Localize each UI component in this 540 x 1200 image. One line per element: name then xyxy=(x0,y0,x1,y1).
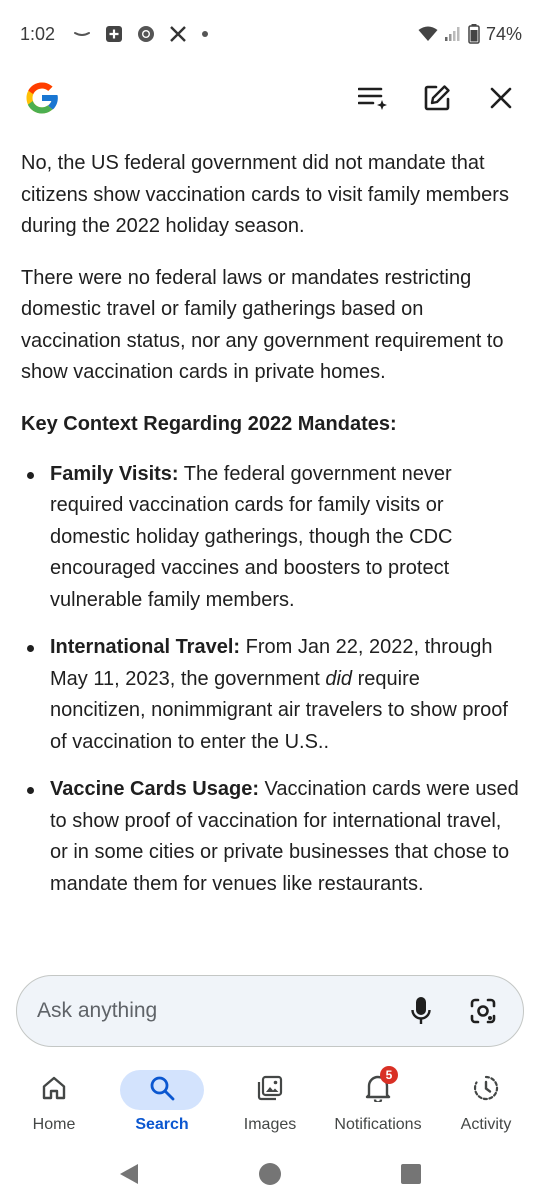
bullet-title: Vaccine Cards Usage: xyxy=(50,778,259,800)
search-icon xyxy=(149,1075,175,1106)
bullet-title: International Travel: xyxy=(50,636,241,658)
home-icon xyxy=(41,1075,67,1106)
bullet-text: require noncitizen, nonimmigrant air travelers to show proof of vaccination to enter the U.S.. xyxy=(50,667,508,753)
google-g-icon xyxy=(22,78,62,118)
nav-item-home[interactable] xyxy=(0,1062,108,1148)
system-nav xyxy=(0,1148,540,1200)
chrome-icon xyxy=(137,25,155,43)
answer-paragraph-2: There were no federal laws or mandates restricting domestic travel or family gatherings based on vaccination status, nor any government requirement to show vaccination cards in private homes. xyxy=(21,266,504,383)
dot-icon xyxy=(201,30,209,38)
list-item xyxy=(21,459,521,617)
bullet-text: The federal government never required vaccination cards for family visits or domestic holiday gatherings, though the CDC encouraged vaccines and boosters to protect vulnerable family members. xyxy=(50,462,453,611)
list-item xyxy=(21,632,521,758)
close-icon[interactable] xyxy=(484,81,518,115)
bullet-text: From Jan 22, 2022, through May 11, 2023, the government xyxy=(50,636,493,690)
nav-label-search: Search xyxy=(135,1116,189,1133)
notification-badge: 5 xyxy=(380,1066,398,1084)
nav-item-images[interactable] xyxy=(216,1062,324,1148)
battery-icon xyxy=(468,24,480,44)
back-icon[interactable] xyxy=(118,1162,140,1186)
nav-label-home: Home xyxy=(32,1116,76,1133)
nav-item-notifications[interactable] xyxy=(324,1062,432,1148)
lens-icon[interactable] xyxy=(463,991,503,1031)
wifi-icon xyxy=(418,26,438,42)
nav-label-activity: Activity xyxy=(460,1116,512,1133)
status-time: 1:02 xyxy=(20,23,56,44)
bullet-emphasis: did xyxy=(325,667,353,690)
minus-icon xyxy=(73,29,91,39)
images-icon xyxy=(256,1074,284,1107)
signal-icon xyxy=(444,26,462,42)
section-heading: Key Context Regarding 2022 Mandates: xyxy=(21,412,397,435)
home-circle-icon[interactable] xyxy=(258,1162,282,1186)
answer-content xyxy=(21,148,521,916)
nav-label-notifications: Notifications xyxy=(334,1116,422,1133)
list-sparkle-icon[interactable] xyxy=(356,81,390,115)
battery-percent: 74% xyxy=(485,23,522,44)
answer-paragraph-1: No, the US federal government did not mandate that citizens show vaccination cards to visit family members during the 2022 holiday season. xyxy=(21,152,509,237)
activity-icon xyxy=(472,1074,500,1107)
app-header xyxy=(0,68,540,128)
list-item xyxy=(21,774,521,900)
recents-icon[interactable] xyxy=(400,1163,422,1185)
x-icon xyxy=(169,25,187,43)
edit-icon[interactable] xyxy=(420,81,454,115)
nav-label-images: Images xyxy=(243,1116,297,1133)
microphone-icon[interactable] xyxy=(401,991,441,1031)
bullet-title: Family Visits: xyxy=(50,462,179,485)
nav-item-activity[interactable] xyxy=(432,1062,540,1148)
bullet-text: Vaccination cards were used to show proof of vaccination for international travel, or in some cities or private businesses that chose to mandate them for venues like restaurants. xyxy=(50,778,519,895)
bullet-list xyxy=(21,459,521,901)
bottom-nav xyxy=(0,1062,540,1148)
nav-item-search[interactable] xyxy=(108,1062,216,1148)
status-bar xyxy=(0,0,540,68)
plus-box-icon xyxy=(105,25,123,43)
ask-input[interactable] xyxy=(37,999,379,1023)
ask-bar xyxy=(16,975,524,1047)
